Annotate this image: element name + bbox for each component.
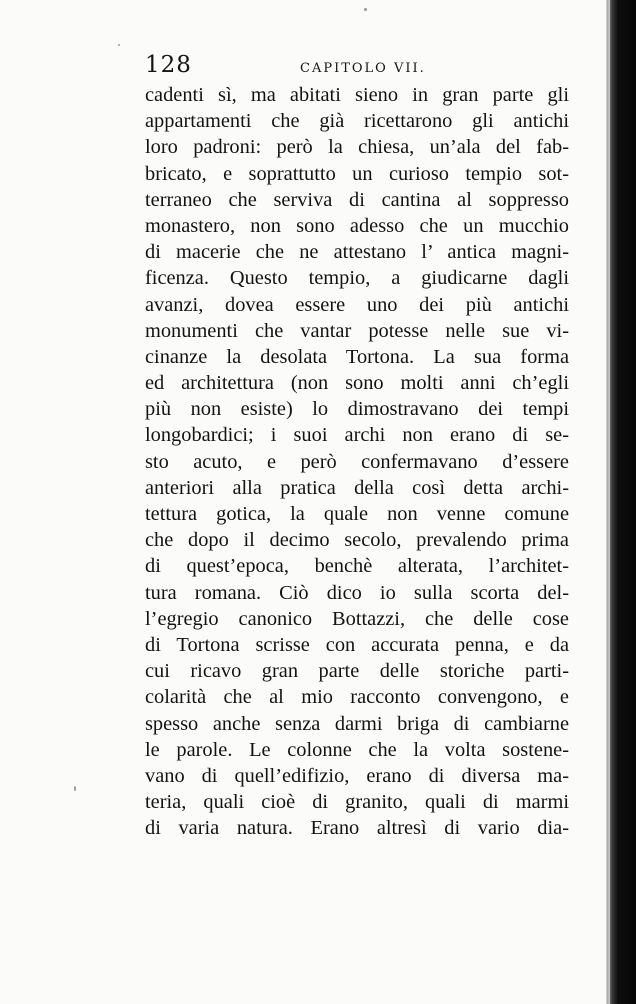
text-line: di Tortona scrisse con accurata penna, e da [145,633,569,656]
text-line: cui ricavo gran parte delle storiche parti- [145,660,569,683]
text-line: tettura gotica, la quale non venne comune [145,503,569,525]
page-header [145,52,575,82]
text-line: di quest’epoca, benchè alterata, l’architet- [145,555,569,578]
text-line: di varia natura. Erano altresì di vario dia- [145,817,569,840]
text-line: longobardici; i suoi archi non erano di se- [145,424,569,447]
text-line: di macerie che ne attestano l’ antica magni- [145,241,569,264]
text-line: terraneo che serviva di cantina al soppresso [145,188,569,211]
text-line: loro padroni: però la chiesa, un’ala del fab- [145,136,569,159]
page-edge [608,0,610,1004]
text-line: teria, quali cioè di granito, quali di marmi [145,791,569,814]
text-line: bricato, e soprattutto un curioso tempio sot- [145,162,569,185]
text-line: tura romana. Ciò dico io sulla scorta del- [145,581,569,604]
text-line: sto acuto, e però confermavano d’essere [145,450,569,473]
text-line: monumenti che vantar potesse nelle sue vi- [145,319,569,342]
text-line: cadenti sì, ma abitati sieno in gran parte gli [145,84,569,106]
text-line: l’egregio canonico Bottazzi, che delle cose [145,607,569,630]
text-line: cinanze la desolata Tortona. La sua forma [145,345,569,368]
ink-speck [118,44,120,46]
page-number: 128 [145,52,192,78]
text-line: ed architettura (non sono molti anni ch’egli [145,372,569,395]
ink-speck [74,786,76,791]
text-line: appartamenti che già ricettarono gli antichi [145,110,569,133]
text-line: monastero, non sono adesso che un mucchio [145,214,569,237]
text-line: colarità che al mio racconto convengono, e [145,686,569,709]
text-line: spesso anche senza darmi briga di cambiarne [145,712,569,735]
body-text [145,82,569,841]
text-line: ficenza. Questo tempio, a giudicarne dagli [145,267,569,290]
text-line: anteriori alla pratica della così detta archi- [145,476,569,499]
text-line: che dopo il decimo secolo, prevalendo prima [145,529,569,552]
text-line: vano di quell’edifizio, erano di diversa ma- [145,764,569,787]
running-head: CAPITOLO VII. [300,61,426,76]
text-line: avanzi, dovea essere uno dei più antichi [145,293,569,316]
text-line: più non esiste) lo dimostravano dei tempi [145,398,569,421]
scan-edge-shadow [606,0,636,1004]
text-line: le parole. Le colonne che la volta sostene- [145,738,569,761]
ink-speck [364,8,367,11]
